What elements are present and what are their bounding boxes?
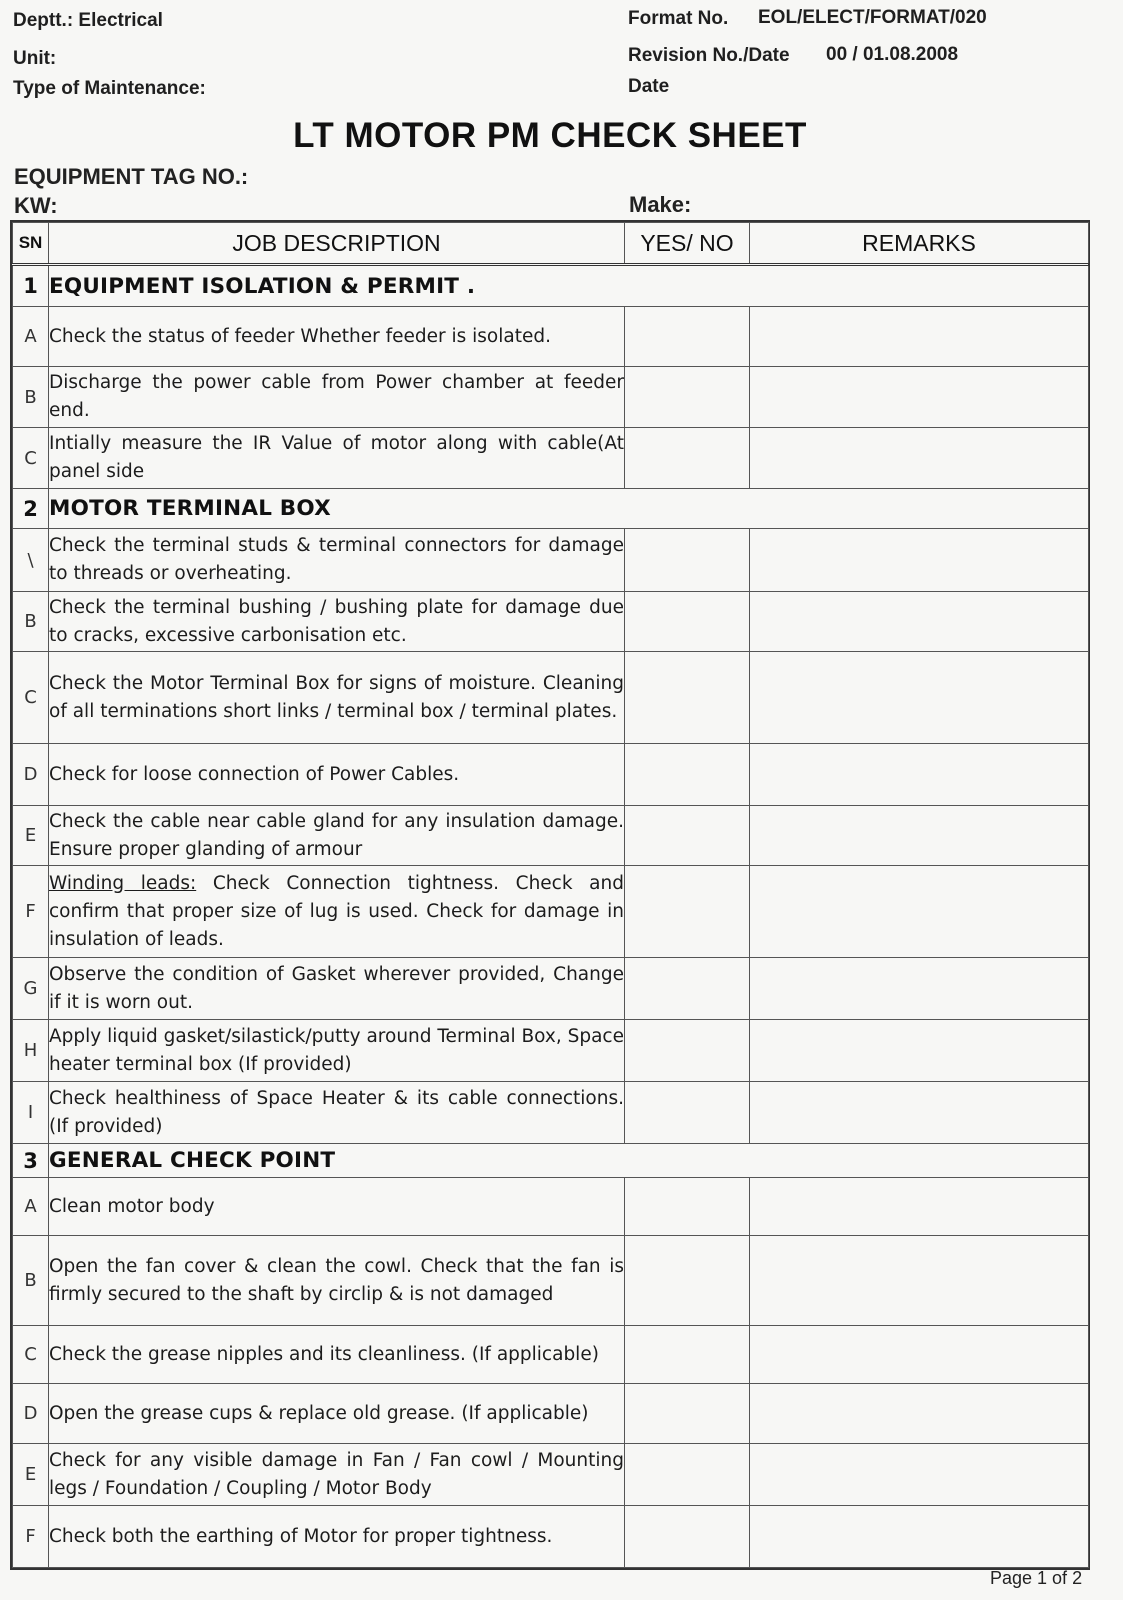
page-title: LT MOTOR PM CHECK SHEET [293,116,807,155]
item-sn: E [13,1444,49,1506]
table-row [13,529,1089,592]
item-description: Check the grease nipples and its cleanliness. (If applicable) [49,1326,625,1384]
remarks-cell[interactable] [750,529,1089,592]
section-row [13,265,1089,307]
check-sheet-table [10,220,1090,1570]
item-description: Check the cable near cable gland for any insulation damage. Ensure proper glanding of armour [49,806,625,866]
remarks-cell[interactable] [750,958,1089,1020]
item-sn: C [13,1326,49,1384]
item-description-text: Check Connection tightness. Check and confirm that proper size of lug is used. Check for damage in insulation of leads. [49,872,624,950]
table-row [13,1236,1089,1326]
item-sn: G [13,958,49,1020]
kw-label: KW: [14,193,58,218]
table-row [13,1326,1089,1384]
date-label: Date [628,76,670,97]
section-number: 2 [13,489,49,529]
item-description [49,866,625,958]
table-row [13,367,1089,428]
table-row [13,806,1089,866]
revision-label: Revision No./Date [628,45,790,66]
format-no-label: Format No. [628,8,729,29]
winding-leads-label: Winding leads: [49,872,197,894]
item-description: Check healthiness of Space Heater & its cable connections. (If provided) [49,1082,625,1144]
yes-no-cell[interactable] [625,1082,750,1144]
item-sn: B [13,592,49,652]
item-description: Check the Motor Terminal Box for signs of moisture. Cleaning of all terminations short links / terminal box / terminal plates. [49,652,625,744]
remarks-cell[interactable] [750,1020,1089,1082]
item-sn: F [13,1506,49,1568]
sn-header: SN [13,223,49,265]
remarks-cell[interactable] [750,1236,1089,1326]
remarks-cell[interactable] [750,1082,1089,1144]
yes-no-cell[interactable] [625,1506,750,1568]
table-row [13,1444,1089,1506]
item-description: Open the grease cups & replace old grease. (If applicable) [49,1384,625,1444]
item-sn: A [13,307,49,367]
yes-no-cell[interactable] [625,1020,750,1082]
table-row [13,866,1089,958]
remarks-cell[interactable] [750,1444,1089,1506]
yes-no-header: YES/ NO [625,223,750,265]
yes-no-cell[interactable] [625,307,750,367]
item-sn: F [13,866,49,958]
item-sn: H [13,1020,49,1082]
remarks-cell[interactable] [750,1506,1089,1568]
table-row [13,1082,1089,1144]
remarks-cell[interactable] [750,428,1089,489]
item-description: Observe the condition of Gasket wherever provided, Change if it is worn out. [49,958,625,1020]
yes-no-cell[interactable] [625,1178,750,1236]
table-row [13,1384,1089,1444]
maintenance-type-label: Type of Maintenance: [13,78,206,99]
yes-no-cell[interactable] [625,958,750,1020]
revision-value: 00 / 01.08.2008 [826,44,959,65]
remarks-cell[interactable] [750,1384,1089,1444]
item-description: Check for loose connection of Power Cables. [49,744,625,806]
job-description-header: JOB DESCRIPTION [49,223,625,265]
table-row [13,1020,1089,1082]
department-label: Deptt.: Electrical [13,10,163,31]
item-sn: A [13,1178,49,1236]
item-description: Check the terminal studs & terminal connectors for damage to threads or overheating. [49,529,625,592]
table-row [13,428,1089,489]
remarks-cell[interactable] [750,866,1089,958]
section-number: 1 [13,265,49,307]
yes-no-cell[interactable] [625,1236,750,1326]
item-description: Check both the earthing of Motor for proper tightness. [49,1506,625,1568]
section-title: MOTOR TERMINAL BOX [49,489,1089,529]
item-description: Clean motor body [49,1178,625,1236]
remarks-cell[interactable] [750,1178,1089,1236]
yes-no-cell[interactable] [625,1326,750,1384]
table-row [13,307,1089,367]
item-sn: D [13,744,49,806]
item-sn: B [13,367,49,428]
remarks-cell[interactable] [750,592,1089,652]
equipment-tag-label: EQUIPMENT TAG NO.: [14,164,249,189]
page-number: Page 1 of 2 [990,1568,1083,1588]
yes-no-cell[interactable] [625,866,750,958]
make-label: Make: [629,192,692,217]
item-sn: B [13,1236,49,1326]
table-row [13,744,1089,806]
yes-no-cell[interactable] [625,428,750,489]
item-sn: D [13,1384,49,1444]
section-title: EQUIPMENT ISOLATION & PERMIT . [49,265,1089,307]
table-row [13,1178,1089,1236]
item-description: Check the status of feeder Whether feeder is isolated. [49,307,625,367]
item-sn: \ [13,529,49,592]
table-row [13,958,1089,1020]
table-row [13,652,1089,744]
yes-no-cell[interactable] [625,592,750,652]
checklist-grid [12,222,1089,1568]
remarks-cell[interactable] [750,652,1089,744]
remarks-cell[interactable] [750,307,1089,367]
remarks-cell[interactable] [750,744,1089,806]
yes-no-cell[interactable] [625,1384,750,1444]
format-no-value: EOL/ELECT/FORMAT/020 [758,7,987,28]
section-row [13,1144,1089,1178]
section-number: 3 [13,1144,49,1178]
yes-no-cell[interactable] [625,652,750,744]
item-sn: C [13,652,49,744]
item-description: Check for any visible damage in Fan / Fan cowl / Mounting legs / Foundation / Coupling / Motor Body [49,1444,625,1506]
section-row [13,489,1089,529]
item-description: Open the fan cover & clean the cowl. Check that the fan is firmly secured to the shaft by circlip & is not damaged [49,1236,625,1326]
table-header-row [13,223,1089,265]
yes-no-cell[interactable] [625,367,750,428]
item-sn: I [13,1082,49,1144]
yes-no-cell[interactable] [625,806,750,866]
table-row [13,1506,1089,1568]
remarks-cell[interactable] [750,1326,1089,1384]
item-description: Intially measure the IR Value of motor along with cable(At panel side [49,428,625,489]
yes-no-cell[interactable] [625,1444,750,1506]
item-description: Check the terminal bushing / bushing plate for damage due to cracks, excessive carbonisation etc. [49,592,625,652]
remarks-header: REMARKS [750,223,1089,265]
table-row [13,592,1089,652]
yes-no-cell[interactable] [625,744,750,806]
yes-no-cell[interactable] [625,529,750,592]
remarks-cell[interactable] [750,806,1089,866]
item-sn: E [13,806,49,866]
item-description: Apply liquid gasket/silastick/putty around Terminal Box, Space heater terminal box (If provided) [49,1020,625,1082]
section-title: GENERAL CHECK POINT [49,1144,1089,1178]
remarks-cell[interactable] [750,367,1089,428]
unit-label: Unit: [13,48,57,69]
item-sn: C [13,428,49,489]
item-description: Discharge the power cable from Power chamber at feeder end. [49,367,625,428]
